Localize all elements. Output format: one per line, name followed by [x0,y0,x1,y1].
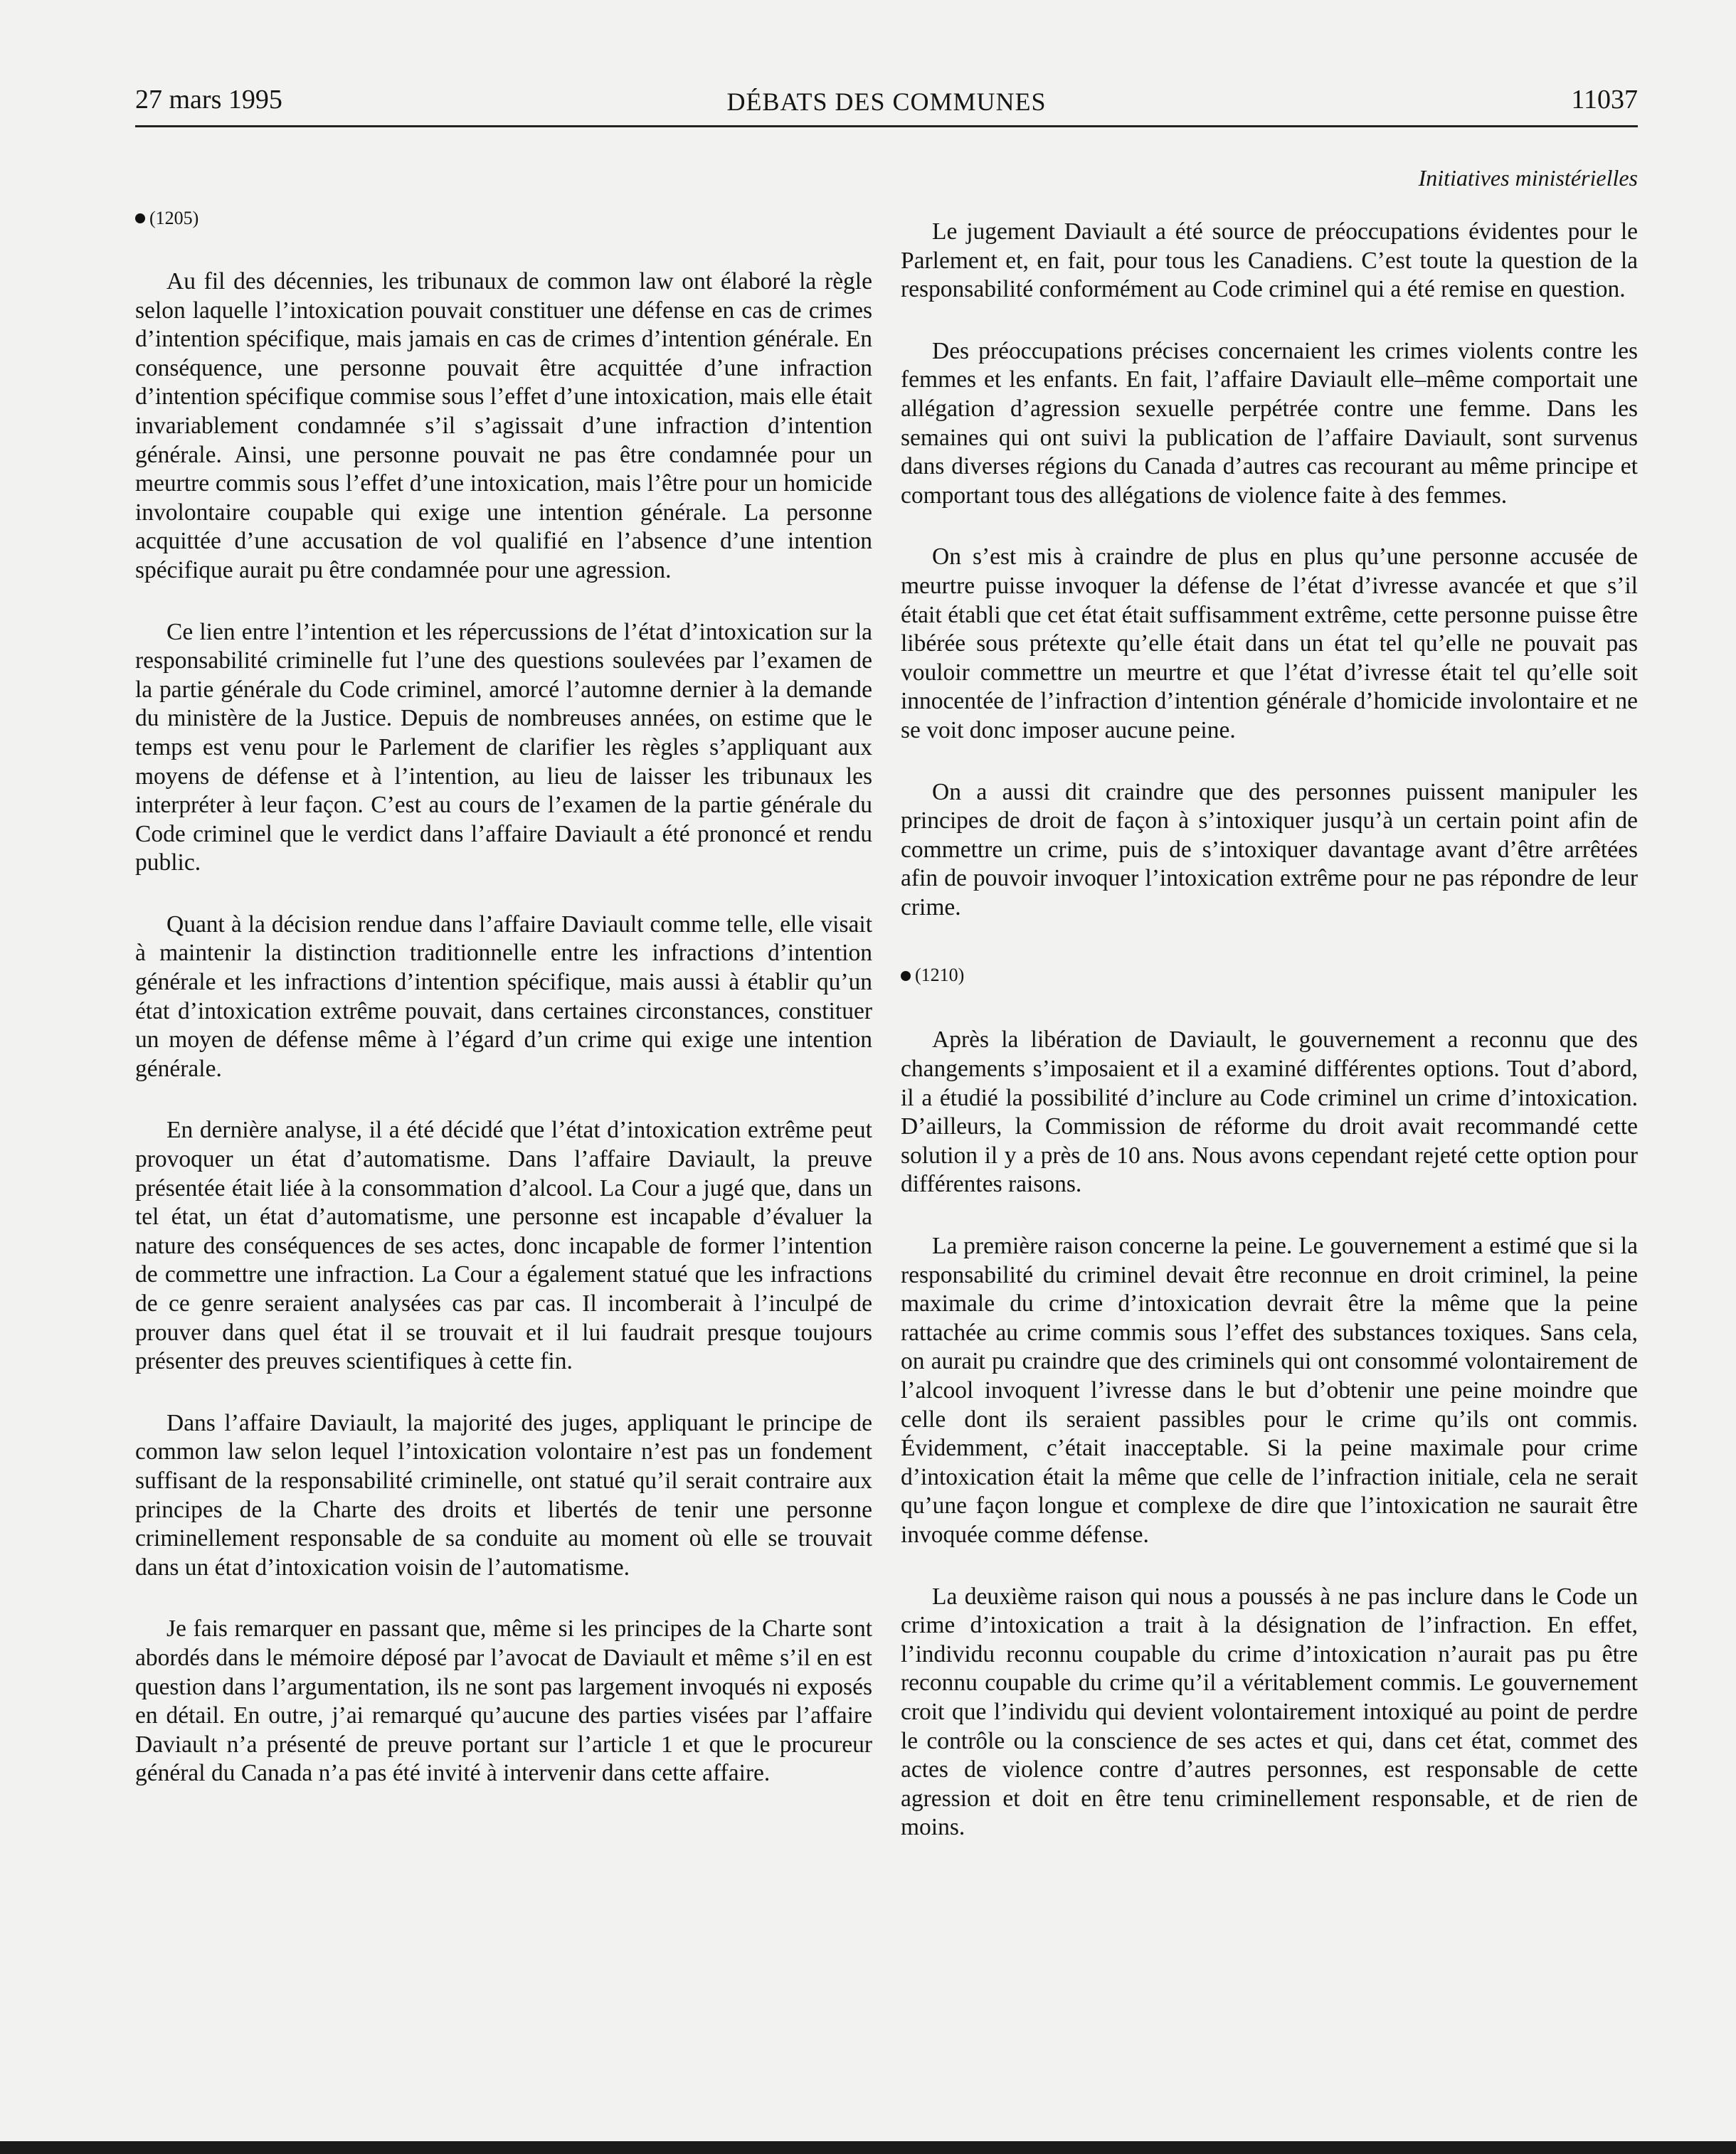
paragraph: On a aussi dit craindre que des personnes puissent manipuler les principes de droit de façon à s’intoxiquer jusqu’à un certain point afin de commettre un crime, puis de s’intoxiquer davantage avant d’être arrêtées afin de pouvoir invoquer l’intoxication extrême pour ne pas répondre de leur crime. [901,778,1638,921]
paragraph: Des préoccupations précises concernaient les crimes violents contre les femmes et les enfants. En fait, l’affaire Daviault elle–même comportait une allégation d’agression sexuelle perpétrée contre une femme. Dans les semaines qui ont suivi la publication de l’affaire Daviault, sont survenus dans diverses régions du Canada d’autres cas recourant au même principe et comportant tous des allégations de violence faite à des femmes. [901,337,1638,509]
time-marker [901,963,1638,987]
paragraph: Quant à la décision rendue dans l’affaire Daviault comme telle, elle visait à maintenir la distinction traditionnelle entre les infractions d’intention générale et les infractions d’intention spécifique, mais aussi à établir qu’un état d’intoxication extrême pouvait, dans certaines circonstances, constituer un moyen de défense même à l’égard d’un crime qui exige une intention générale. [135,911,872,1082]
page-header [135,84,1638,127]
time-marker-text: (1210) [915,965,965,986]
header-title: DÉBATS DES COMMUNES [726,87,1047,116]
paragraph: Je fais remarquer en passant que, même si les principes de la Charte sont abordés dans le mémoire déposé par l’avocat de Daviault et même s’il en est question dans l’argumentation, ils ne sont pas largement invoqués ni exposés en détail. En outre, j’ai remarqué qu’aucune des parties visées par l’affaire Daviault n’a présenté de preuve portant sur l’article 1 et que le procureur général du Canada n’a pas été invité à intervenir dans cette affaire. [135,1616,872,1787]
paragraph: Le jugement Daviault a été source de préoccupations évidentes pour le Parlement et, en fait, pour tous les Canadiens. C’est toute la question de la responsabilité conformément au Code criminel qui a été remise en question. [901,218,1638,303]
paragraph: Ce lien entre l’intention et les répercussions de l’état d’intoxication sur la responsabilité criminelle fut l’une des questions soulevées par l’examen de la partie générale du Code criminel, amorcé l’automne dernier à la demande du ministère de la Justice. Depuis de nombreuses années, on estime que le temps est venu pour le Parlement de clarifier les règles s’appliquant aux moyens de défense et à l’intention, au lieu de laisser les tribunaux les interpréter à leur façon. C’est au cours de l’examen de la partie générale du Code criminel que le verdict dans l’affaire Daviault a été prononcé et rendu public. [135,618,872,876]
paragraph: Après la libération de Daviault, le gouvernement a reconnu que des changements s’imposaient et il a examiné différentes options. Tout d’abord, il a étudié la possibilité d’inclure au Code criminel un crime d’intoxication. D’ailleurs, la Commission de réforme du droit avait recommandé cette solution il y a près de 10 ans. Nous avons cependant rejeté cette option pour différentes raisons. [901,1026,1638,1198]
paragraph: En dernière analyse, il a été décidé que l’état d’intoxication extrême peut provoquer un état d’automatisme. Dans l’affaire Daviault, la preuve présentée était liée à la consommation d’alcool. La Cour a jugé que, dans un tel état, un état d’automatisme, une personne est incapable d’évaluer la nature des conséquences de ses actes, donc incapable de former l’intention de commettre une infraction. La Cour a également statué que les infractions de ce genre seraient analysées cas par cas. Il incomberait à l’inculpé de prouver dans quel état il se trouvait et il lui faudrait presque toujours présenter des preuves scientifiques à cette fin. [135,1117,872,1375]
paragraph: On s’est mis à craindre de plus en plus qu’une personne accusée de meurtre puisse invoquer la défense de l’état d’ivresse avancée et que s’il était établi que cet état était suffisamment extrême, cette personne puisse être libérée sous prétexte qu’elle était dans un état tel qu’elle ne pouvait pas vouloir commettre un meurtre et que l’état d’ivresse était tel qu’elle soit innocentée de l’infraction d’intention générale d’homicide involontaire et ne se voit donc imposer aucune peine. [901,543,1638,743]
section-title: Initiatives ministérielles [1418,165,1638,191]
scan-bottom-edge [0,2141,1736,2154]
header-rule [135,125,1638,127]
paragraph: Dans l’affaire Daviault, la majorité des juges, appliquant le principe de common law selon lequel l’intoxication volontaire n’est pas un fondement suffisant de la responsabilité criminelle, ont statué qu’il serait contraire aux principes de la Charte des droits et libertés de tenir une personne criminellement responsable de sa conduite au moment où elle se trouvait dans un état d’intoxication voisin de l’automatisme. [135,1409,872,1581]
bullet-dot-icon [901,971,911,981]
paragraph: Au fil des décennies, les tribunaux de common law ont élaboré la règle selon laquelle l’intoxication pouvait constituer une défense en cas de crimes d’intention spécifique, mais jamais en cas de crimes d’intention générale. En conséquence, une personne pouvait être acquittée d’une infraction d’intention spécifique commise sous l’effet d’une intoxication, mais elle était invariablement condamnée s’il s’agissait d’une infraction d’intention générale. Ainsi, une personne pouvait ne pas être condamnée pour un meurtre commis sous l’effet d’une intoxication, mais l’être pour un homicide involontaire coupable qui exige une intention générale. La personne acquittée d’une accusation de vol qualifié en l’absence d’une intention spécifique aurait pu être condamnée pour une agression. [135,268,872,583]
time-marker-text: (1205) [149,208,199,228]
bullet-dot-icon [135,213,145,223]
right-column [901,218,1638,1842]
header-date: 27 mars 1995 [135,85,282,115]
paragraph: La deuxième raison qui nous a poussés à ne pas inclure dans le Code un crime d’intoxication a trait à la désignation de l’infraction. En effet, l’individu reconnu coupable du crime d’intoxication n’aurait pas pu être reconnu coupable du crime qu’il a véritablement commis. Le gouvernement croit que l’individu qui devient volontairement intoxiqué au point de perdre le contrôle ou la conscience de ses actes et qui, dans cet état, commet des actes de violence contre d’autres personnes, est responsable de cette agression et doit en être tenu criminellement responsable, et de rien de moins. [901,1583,1638,1841]
time-marker [135,206,872,230]
paragraph: La première raison concerne la peine. Le gouvernement a estimé que si la responsabilité du criminel devait être reconnue en droit criminel, la peine maximale du crime d’intoxication devrait être la même que la peine rattachée au crime commis sous l’effet des substances toxiques. Sans cela, on aurait pu craindre que des criminels qui ont consommé volontairement de l’alcool invoquent l’ivresse dans le but d’obtenir une peine moindre que celle dont ils seraient passibles pour le crime qu’ils ont commis. Évidemment, c’était inacceptable. Si la peine maximale pour crime d’intoxication était la même que celle de l’infraction initiale, cela ne serait qu’une façon longue et complexe de dire que l’intoxication ne saurait être invoquée comme défense. [901,1233,1638,1548]
header-page-number: 11037 [1571,85,1638,115]
left-column [135,206,872,1788]
